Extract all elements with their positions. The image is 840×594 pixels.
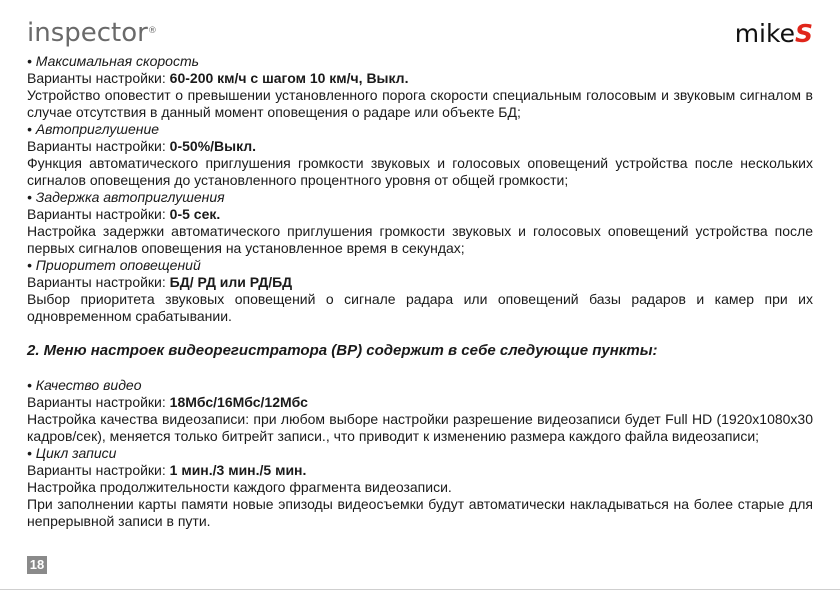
item-options <box>27 138 813 155</box>
options-value: 18Мбс/16Мбс/12Мбс <box>169 394 308 410</box>
item-description: Настройка качества видеозаписи: при любом выборе настройки разрешение видеозаписи будет Full HD (1920x1080x30 кадров/сек), меняется только битрейт записи., что приводит к изменению размера каждого файла видеозаписи; <box>27 411 813 444</box>
brand-name-s: S <box>794 19 813 48</box>
options-label: Варианты настройки: <box>27 462 170 478</box>
footer-divider <box>0 589 840 590</box>
item-title: • Задержка автоприглушения <box>27 189 225 205</box>
brand-logo-inspector <box>27 18 157 48</box>
item-options <box>27 462 813 479</box>
item-description: Настройка задержки автоматического приглушения громкости звуковых и голосовых оповещений устройства после первых сигналов оповещения на установленное время в секундах; <box>27 223 813 256</box>
options-value: БД/ РД или РД/БД <box>169 274 293 290</box>
item-title: • Приоритет оповещений <box>27 257 201 273</box>
item-options <box>27 394 813 411</box>
options-label: Варианты настройки: <box>27 274 170 290</box>
options-label: Варианты настройки: <box>27 394 170 410</box>
brand-name-main: mike <box>734 19 795 48</box>
item-title: • Максимальная скорость <box>27 53 199 69</box>
page-number: 18 <box>27 556 47 574</box>
brand-logo-mikes <box>735 19 813 49</box>
item-description: При заполнении карты памяти новые эпизоды видеосъемки будут автоматически накладываться на более старые для непрерывной записи в пути. <box>27 496 813 529</box>
item-title: • Цикл записи <box>27 445 117 461</box>
options-label: Варианты настройки: <box>27 70 170 86</box>
item-title: • Автоприглушение <box>27 121 160 137</box>
item-description: Выбор приоритета звуковых оповещений о сигнале радара или оповещений базы радаров и камер при их одновременном срабатывании. <box>27 291 813 324</box>
options-value: 0-5 сек. <box>169 206 221 222</box>
section-heading: 2. Меню настроек видеорегистратора (ВР) содержит в себе следующие пункты: <box>27 342 658 359</box>
item-options <box>27 274 813 291</box>
item-description: Устройство оповестит о превышении установленного порога скорости специальным голосовым и звуковым сигналом в случае отсутствия в данный момент оповещения о радаре или объекте БД; <box>27 87 813 120</box>
registered-mark: ® <box>147 26 157 36</box>
options-value: 0-50%/Выкл. <box>169 138 257 154</box>
options-value: 1 мин./3 мин./5 мин. <box>169 462 307 478</box>
options-label: Варианты настройки: <box>27 138 170 154</box>
options-value: 60-200 км/ч с шагом 10 км/ч, Выкл. <box>169 70 409 86</box>
item-options <box>27 206 813 223</box>
item-options <box>27 70 813 87</box>
item-title: • Качество видео <box>27 377 142 393</box>
item-description: Функция автоматического приглушения громкости звуковых и голосовых оповещений устройства после нескольких сигналов оповещения до установленного процентного уровня от общей громкости; <box>27 155 813 188</box>
item-description: Настройка продолжительности каждого фрагмента видеозаписи. <box>27 479 452 495</box>
options-label: Варианты настройки: <box>27 206 170 222</box>
brand-name: inspector <box>27 18 148 48</box>
manual-content <box>27 53 813 530</box>
